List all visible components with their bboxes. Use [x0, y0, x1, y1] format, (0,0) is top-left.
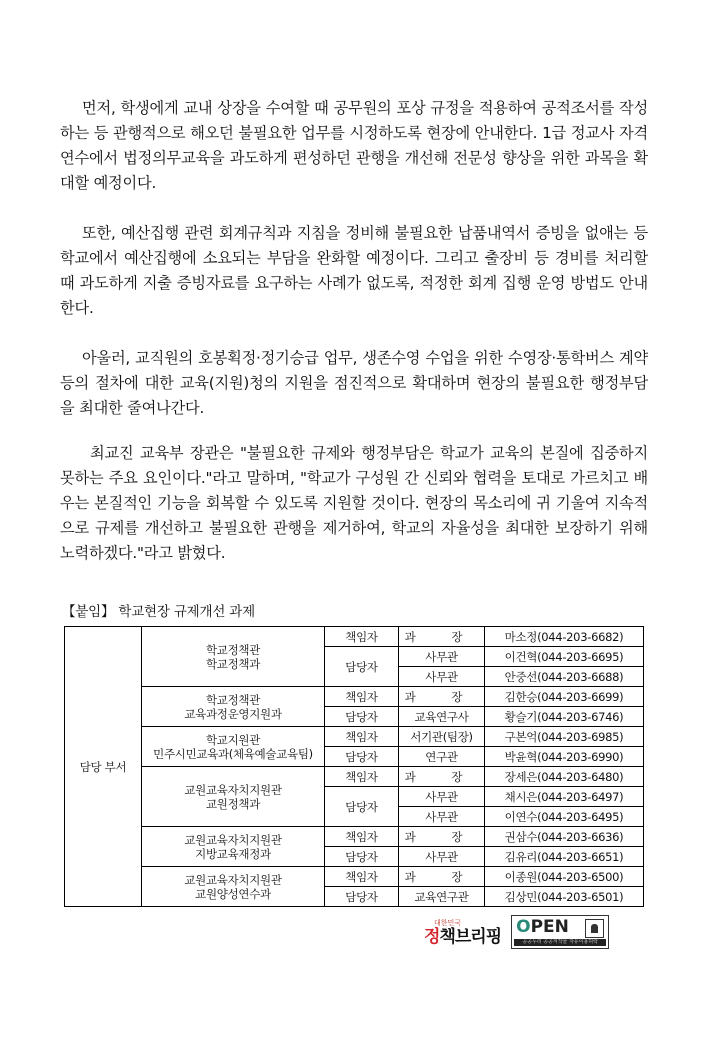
role-cell: 담당자 — [325, 787, 399, 827]
dept-division: 교원정책과 — [205, 796, 261, 811]
title-cell: 사무관 — [399, 847, 485, 867]
contact-cell: 채시은(044-203-6497) — [485, 787, 644, 807]
contact-cell: 이연수(044-203-6495) — [485, 807, 644, 827]
dept-cell — [142, 687, 325, 727]
dept-cell — [142, 727, 325, 767]
table-row — [65, 867, 644, 887]
contact-cell: 박윤혁(044-203-6990) — [485, 747, 644, 767]
title-cell: 과 장 — [399, 627, 485, 647]
role-cell: 담당자 — [325, 647, 399, 687]
dept-cell — [142, 867, 325, 907]
dept-division: 교육과정운영지원과 — [184, 706, 282, 721]
contact-cell: 장세은(044-203-6480) — [485, 767, 644, 787]
person-icon — [585, 919, 604, 938]
role-cell: 책임자 — [325, 687, 399, 707]
dept-office: 학교지원관 — [205, 732, 261, 747]
title-cell: 교육연구관 — [399, 887, 485, 907]
paragraph-4-minister-quote: 최교진 교육부 장관은 "불필요한 규제와 행정부담은 학교가 교육의 본질에 집중하지 못하는 주요 요인이다."라고 말하며, "학교가 구성원 간 신뢰와 협력을 토대로 가르치고 배우는 본질적인 기능을 회복할 수 있도록 지원할 것이다. 현장의 목소리에 귀 기울여 지속적으로 규제를 개선하고 불필요한 관행을 제거하여, 학교의 자율성을 최대한 보장하기 위해 노력하겠다."라고 밝혔다. — [60, 444, 648, 562]
title-cell: 교육연구사 — [399, 707, 485, 727]
role-cell: 담당자 — [325, 747, 399, 767]
role-cell: 담당자 — [325, 887, 399, 907]
briefing-logo-text: 정책브리핑 — [424, 927, 502, 947]
dept-office: 학교정책관 — [205, 692, 261, 707]
dept-division: 학교정책과 — [205, 656, 261, 671]
title-cell: 사무관 — [399, 807, 485, 827]
paragraph-3: 아울러, 교직원의 호봉획정·정기승급 업무, 생존수영 수업을 위한 수영장·통학버스 계약 등의 절차에 대한 교육(지원)청의 지원을 점진적으로 확대하며 현장의 불필요한 행정부담을 최대한 줄여나간다. — [60, 349, 648, 417]
open-license-strip: 공공누리 공공저작물 자유이용허락 — [514, 939, 606, 946]
role-cell: 책임자 — [325, 867, 399, 887]
footer-logos — [424, 914, 609, 950]
table-row — [65, 727, 644, 747]
briefing-logo-small-text: 대한민국 — [434, 919, 462, 927]
role-cell: 책임자 — [325, 727, 399, 747]
row-label: 담당 부서 — [65, 627, 142, 907]
contact-cell: 안중선(044-203-6688) — [485, 667, 644, 687]
dept-division: 교원양성연수과 — [195, 886, 271, 901]
title-cell: 사무관 — [399, 667, 485, 687]
dept-division: 민주시민교육과(체육예술교육팀) — [153, 746, 313, 761]
table-row — [65, 627, 644, 647]
role-cell: 담당자 — [325, 707, 399, 727]
dept-office: 교원교육자치지원관 — [184, 872, 282, 887]
kogl-open-badge — [511, 915, 609, 949]
title-cell: 과 장 — [399, 827, 485, 847]
dept-cell — [142, 767, 325, 827]
dept-office: 교원교육자치지원관 — [184, 832, 282, 847]
contact-cell: 김유리(044-203-6651) — [485, 847, 644, 867]
contact-cell: 김상민(044-203-6501) — [485, 887, 644, 907]
dept-cell — [142, 827, 325, 867]
role-cell: 책임자 — [325, 627, 399, 647]
table-row — [65, 687, 644, 707]
dept-office: 학교정책관 — [205, 642, 261, 657]
title-cell: 사무관 — [399, 647, 485, 667]
role-cell: 책임자 — [325, 827, 399, 847]
title-cell: 과 장 — [399, 767, 485, 787]
contact-cell: 김한승(044-203-6699) — [485, 687, 644, 707]
dept-cell — [142, 627, 325, 687]
contact-cell: 이건혁(044-203-6695) — [485, 647, 644, 667]
contact-cell: 권삼수(044-203-6636) — [485, 827, 644, 847]
title-cell: 과 장 — [399, 867, 485, 887]
contact-cell: 마소정(044-203-6682) — [485, 627, 644, 647]
contact-table — [64, 626, 644, 907]
paragraph-1: 먼저, 학생에게 교내 상장을 수여할 때 공무원의 포상 규정을 적용하여 공적조서를 작성하는 등 관행적으로 해오던 불필요한 업무를 시정하도록 현장에 안내한다. 1급 정교사 자격연수에서 법정의무교육을 과도하게 편성하던 관행을 개선해 전문성 향상을 위한 과목을 확대할 예정이다. — [60, 99, 648, 192]
open-text: OPEN — [516, 917, 569, 937]
contact-cell: 이종원(044-203-6500) — [485, 867, 644, 887]
contact-cell: 황슬기(044-203-6746) — [485, 707, 644, 727]
table-row — [65, 767, 644, 787]
title-cell: 서기관(팀장) — [399, 727, 485, 747]
role-cell: 책임자 — [325, 767, 399, 787]
policy-briefing-logo — [424, 918, 501, 946]
title-cell: 과 장 — [399, 687, 485, 707]
attachment-title: 【붙임】 학교현장 규제개선 과제 — [62, 604, 255, 620]
title-cell: 연구관 — [399, 747, 485, 767]
dept-division: 지방교육재정과 — [195, 846, 271, 861]
title-cell: 사무관 — [399, 787, 485, 807]
table-row — [65, 827, 644, 847]
role-cell: 담당자 — [325, 847, 399, 867]
dept-office: 교원교육자치지원관 — [184, 782, 282, 797]
paragraph-2: 또한, 예산집행 관련 회계규칙과 지침을 정비해 불필요한 납품내역서 증빙을 없애는 등 학교에서 예산집행에 소요되는 부담을 완화할 예정이다. 그리고 출장비 등 경비를 처리할 때 과도하게 지출 증빙자료를 요구하는 사례가 없도록, 적정한 회계 집행 운영 방법도 안내한다. — [60, 224, 648, 317]
contact-cell: 구본억(044-203-6985) — [485, 727, 644, 747]
